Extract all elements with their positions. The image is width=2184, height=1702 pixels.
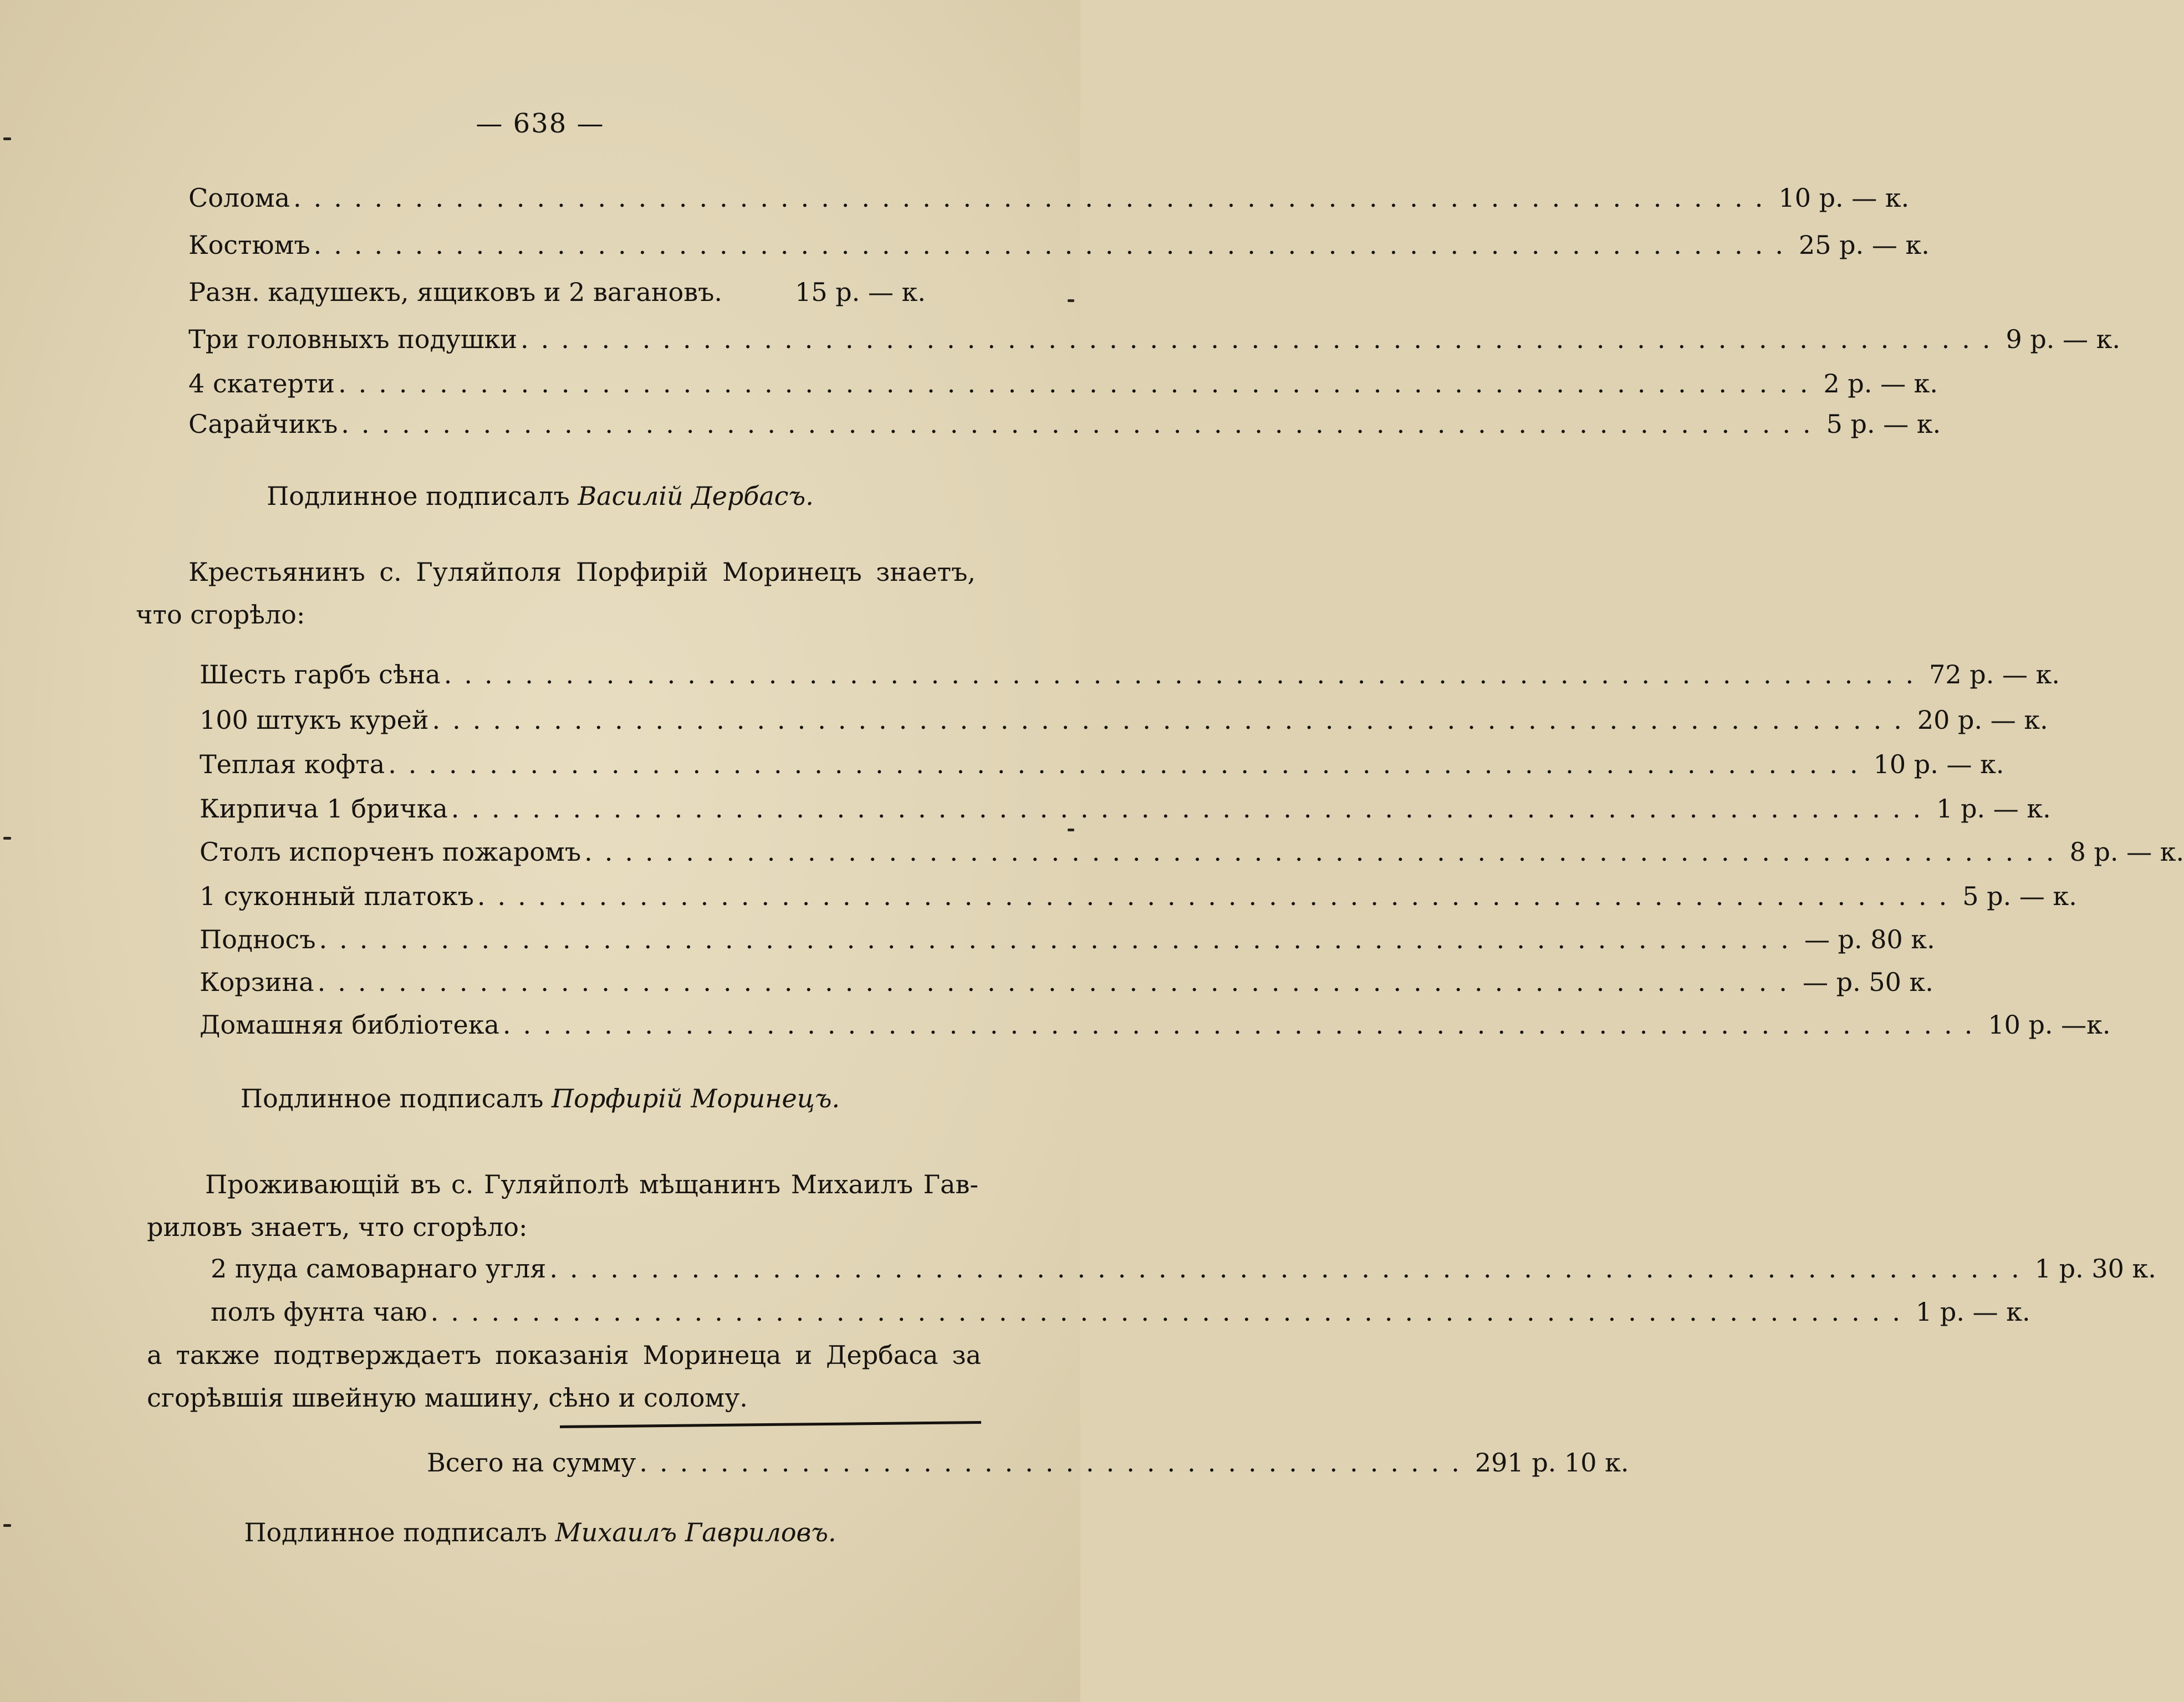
item-amount: 8 р. — к.	[2069, 837, 2184, 867]
list-item	[211, 1254, 2156, 1292]
page-number: — 638 —	[476, 108, 605, 139]
item-label: Кирпича 1 бричка	[200, 794, 448, 824]
item-amount: 15 р. — к.	[795, 277, 926, 307]
item-label: Подносъ	[200, 924, 316, 954]
signer-name: Василій Дербасъ.	[578, 481, 814, 511]
dot-leader: .........................................................................	[477, 881, 1960, 911]
scan-speck	[1068, 829, 1074, 831]
dot-leader: .........................................................................	[549, 1254, 2032, 1284]
dot-leader: .........................................................................	[341, 409, 1823, 439]
dot-leader: .........................................................................	[388, 749, 1870, 779]
item-label: Сарайчикъ	[188, 409, 338, 439]
item-label: Домашняя библіотека	[200, 1010, 499, 1040]
total-label: Всего на сумму	[427, 1448, 636, 1478]
item-amount: — р. 50 к.	[1803, 967, 1933, 997]
item-amount: 20 р. — к.	[1917, 705, 2048, 735]
item-amount: 1 р. — к.	[1936, 794, 2051, 824]
intro-paragraph-line: Проживающій въ с. Гуляйполѣ мѣщанинъ Михаилъ Гав-	[205, 1169, 978, 1199]
scan-speck	[3, 1524, 11, 1527]
item-amount: 1 р. 30 к.	[2034, 1254, 2156, 1284]
item-amount: 2 р. — к.	[1823, 369, 1938, 398]
dot-leader: .........................................	[639, 1448, 1472, 1478]
dot-leader: .........................................................................	[521, 324, 2003, 354]
intro-paragraph-line: Крестьянинъ с. Гуляйполя Порфирій Моринецъ знаетъ,	[188, 557, 976, 587]
list-item	[211, 1297, 2030, 1336]
list-item	[188, 230, 1930, 269]
item-label: Столъ испорченъ пожаромъ	[200, 837, 581, 867]
item-label: Костюмъ	[188, 230, 310, 260]
item-amount: — р. 80 к.	[1804, 924, 1935, 954]
dot-leader: .........................................................................	[317, 967, 1799, 997]
list-item	[200, 924, 1935, 963]
list-item	[200, 837, 2184, 876]
signature-line	[0, 481, 1080, 511]
item-label: Разн. кадушекъ, ящиковъ и 2 вагановъ.	[188, 277, 723, 307]
scan-speck	[3, 137, 11, 140]
tail-paragraph-line: сгорѣвшія швейную машину, сѣно и солому.	[147, 1383, 748, 1413]
item-amount: 10 р. —к.	[1988, 1010, 2111, 1040]
dot-leader: .........................................................................	[430, 1297, 1912, 1327]
list-item	[188, 277, 926, 316]
list-item	[200, 881, 2077, 920]
dot-leader: .........................................................................	[502, 1010, 1985, 1040]
item-label: 2 пуда самоварнаго угля	[211, 1254, 547, 1284]
item-amount: 9 р. — к.	[2006, 324, 2121, 354]
dot-leader: .........................................................................	[451, 794, 1933, 824]
item-label: 100 штукъ курей	[200, 705, 429, 735]
item-amount: 5 р. — к.	[1826, 409, 1941, 439]
dot-leader: .........................................................................	[319, 924, 1801, 954]
dot-leader: .........................................................................	[432, 705, 1914, 735]
signer-name: Михаилъ Гавриловъ.	[555, 1517, 836, 1547]
tail-paragraph-line: а также подтверждаетъ показанія Моринеца и Дербаса за	[147, 1340, 981, 1370]
list-item	[200, 1010, 2111, 1049]
item-label: 1 суконный платокъ	[200, 881, 474, 911]
total-row	[427, 1448, 1629, 1486]
signature-line	[0, 1083, 1080, 1113]
list-item	[200, 967, 1933, 1006]
list-item	[188, 183, 1910, 222]
signature-prefix: Подлинное подписалъ	[244, 1517, 547, 1547]
item-amount: 1 р. — к.	[1916, 1297, 2030, 1327]
item-label: Теплая кофта	[200, 749, 385, 779]
list-item	[200, 660, 2060, 698]
item-amount: 10 р. — к.	[1778, 183, 1910, 213]
dot-leader: .........................................................................	[338, 369, 1820, 398]
item-label: полъ фунта чаю	[211, 1297, 427, 1327]
item-label: Три головныхъ подушки	[188, 324, 518, 354]
total-amount: 291 р. 10 к.	[1474, 1448, 1629, 1478]
item-label: Корзина	[200, 967, 314, 997]
item-amount: 10 р. — к.	[1873, 749, 2004, 779]
signer-name: Порфирій Моринецъ.	[552, 1083, 840, 1113]
item-label: Шесть гарбъ сѣна	[200, 660, 441, 689]
item-label: 4 скатерти	[188, 369, 335, 398]
list-item	[188, 369, 1938, 407]
list-item	[200, 794, 2051, 832]
scan-speck	[3, 837, 11, 840]
signature-prefix: Подлинное подписалъ	[240, 1083, 544, 1113]
list-item	[188, 409, 1941, 448]
list-item	[200, 749, 2004, 788]
dot-leader: .........................................................................	[584, 837, 2066, 867]
intro-paragraph-line: что сгорѣло:	[136, 600, 305, 630]
scan-speck	[1068, 299, 1074, 302]
list-item	[200, 705, 2048, 744]
final-signature-line	[0, 1517, 1080, 1547]
intro-paragraph-line: риловъ знаетъ, что сгорѣло:	[147, 1212, 528, 1242]
total-rule-divider	[560, 1421, 981, 1428]
item-amount: 25 р. — к.	[1799, 230, 1930, 260]
list-item	[188, 324, 2121, 363]
dot-leader: .........................................................................	[313, 230, 1796, 260]
signature-prefix: Подлинное подписалъ	[267, 481, 570, 511]
dot-leader: .........................................................................	[443, 660, 1926, 689]
item-amount: 72 р. — к.	[1929, 660, 2060, 689]
item-amount: 5 р. — к.	[1962, 881, 2077, 911]
item-label: Солома	[188, 183, 290, 213]
dot-leader: .........................................................................	[293, 183, 1775, 213]
